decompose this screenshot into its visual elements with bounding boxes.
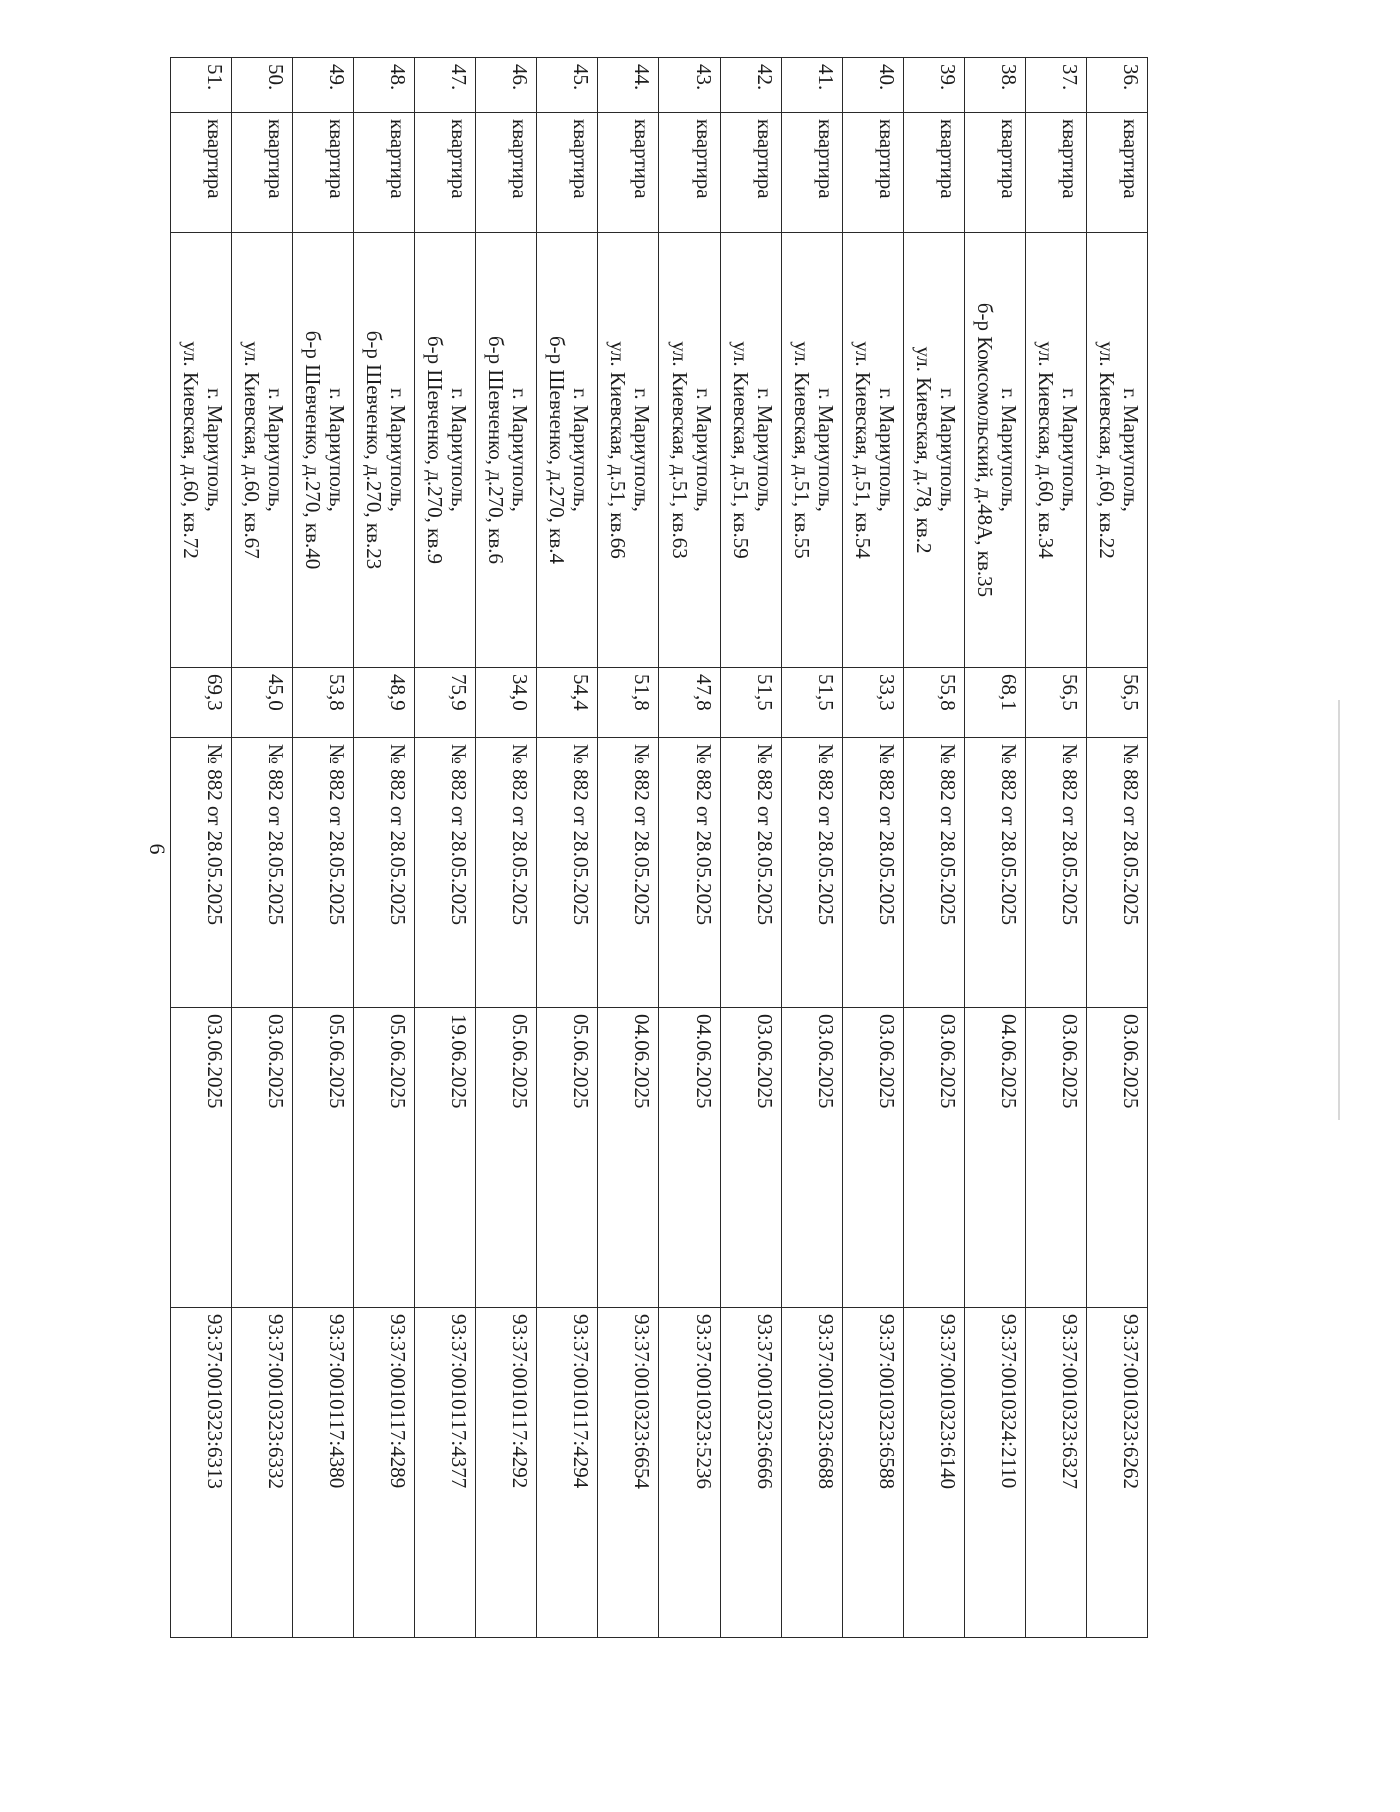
row-number-cell: [354, 58, 415, 113]
table-row: [232, 58, 293, 1638]
cadastral-cell: [659, 1308, 720, 1638]
area-cell: [293, 668, 354, 738]
row-number-cell: [415, 58, 476, 113]
row-number-cell: [720, 58, 781, 113]
cadastral-number: 93:37:0010323:6688: [813, 1314, 838, 1490]
row-number-cell: [1025, 58, 1086, 113]
table-row: [1086, 58, 1147, 1638]
property-type: квартира: [691, 119, 716, 199]
table-row: [964, 58, 1025, 1638]
area-value: 56,5: [1119, 674, 1143, 711]
table-row: [293, 58, 354, 1638]
property-type-cell: [537, 113, 598, 233]
property-type-cell: [659, 113, 720, 233]
property-type: квартира: [508, 119, 533, 199]
property-type-cell: [1086, 113, 1147, 233]
address-street: ул. Киевская, д.60, кв.67: [240, 341, 265, 559]
property-type-cell: [720, 113, 781, 233]
date-cell: [476, 1008, 537, 1308]
row-number: 50.: [264, 64, 289, 91]
cadastral-cell: [720, 1308, 781, 1638]
row-number: 40.: [874, 64, 899, 91]
registration-date: 05.06.2025: [508, 1014, 533, 1109]
address-city: г. Мариуполь,: [996, 388, 1021, 512]
area-value: 69,3: [203, 674, 228, 711]
date-cell: [354, 1008, 415, 1308]
row-number-cell: [537, 58, 598, 113]
date-cell: [1086, 1008, 1147, 1308]
row-number: 44.: [630, 64, 655, 91]
cadastral-number: 93:37:0010323:6654: [630, 1314, 655, 1490]
address-city: г. Мариуполь,: [752, 388, 777, 512]
order-reference: № 882 от 28.05.2025: [1057, 744, 1082, 926]
area-cell: [659, 668, 720, 738]
area-cell: [903, 668, 964, 738]
property-type: квартира: [264, 119, 289, 199]
address-street: ул. Киевская, д.51, кв.63: [667, 341, 692, 559]
order-cell: [1025, 738, 1086, 1008]
date-cell: [293, 1008, 354, 1308]
address-street: ул. Киевская, д.51, кв.55: [789, 341, 814, 559]
registration-date: 04.06.2025: [630, 1014, 655, 1109]
table-row: [903, 58, 964, 1638]
registration-date: 04.06.2025: [691, 1014, 716, 1109]
address-city: г. Мариуполь,: [569, 388, 594, 512]
area-value: 47,8: [691, 674, 716, 711]
address-cell: [476, 233, 537, 668]
cadastral-cell: [1025, 1308, 1086, 1638]
property-type: квартира: [996, 119, 1021, 199]
area-value: 48,9: [386, 674, 411, 711]
address-cell: [659, 233, 720, 668]
address-cell: [842, 233, 903, 668]
date-cell: [659, 1008, 720, 1308]
property-type-cell: [476, 113, 537, 233]
cadastral-cell: [842, 1308, 903, 1638]
row-number-cell: [293, 58, 354, 113]
address-street: б-р Шевченко, д.270, кв.6: [484, 335, 509, 565]
cadastral-cell: [537, 1308, 598, 1638]
row-number-cell: [476, 58, 537, 113]
area-value: 51,8: [630, 674, 655, 711]
date-cell: [781, 1008, 842, 1308]
area-cell: [415, 668, 476, 738]
cadastral-number: 93:37:0010323:6313: [203, 1314, 228, 1490]
address-street: б-р Шевченко, д.270, кв.4: [545, 335, 570, 565]
cadastral-number: 93:37:0010117:4289: [386, 1314, 411, 1489]
area-cell: [232, 668, 293, 738]
date-cell: [903, 1008, 964, 1308]
table-row: [598, 58, 659, 1638]
registration-date: 05.06.2025: [569, 1014, 594, 1109]
address-cell: [964, 233, 1025, 668]
area-value: 34,0: [508, 674, 533, 711]
order-cell: [293, 738, 354, 1008]
cadastral-number: 93:37:0010323:6666: [752, 1314, 777, 1490]
order-cell: [903, 738, 964, 1008]
property-type-cell: [598, 113, 659, 233]
order-reference: № 882 от 28.05.2025: [569, 744, 594, 926]
row-number-cell: [171, 58, 232, 113]
cadastral-number: 93:37:0010117:4294: [569, 1314, 594, 1489]
order-reference: № 882 от 28.05.2025: [813, 744, 838, 926]
cadastral-number: 93:37:0010323:6262: [1119, 1314, 1143, 1490]
row-number-cell: [598, 58, 659, 113]
table-row: [1025, 58, 1086, 1638]
registration-date: 03.06.2025: [874, 1014, 899, 1109]
order-reference: № 882 от 28.05.2025: [1119, 744, 1143, 926]
address-street: ул. Киевская, д.51, кв.54: [850, 341, 875, 559]
row-number: 48.: [386, 64, 411, 91]
address-street: ул. Киевская, д.78, кв.2: [911, 346, 936, 554]
registration-date: 03.06.2025: [935, 1014, 960, 1109]
row-number-cell: [781, 58, 842, 113]
cadastral-cell: [476, 1308, 537, 1638]
order-cell: [537, 738, 598, 1008]
property-type: квартира: [1119, 119, 1143, 199]
area-value: 68,1: [996, 674, 1021, 711]
area-cell: [598, 668, 659, 738]
area-cell: [171, 668, 232, 738]
row-number: 43.: [691, 64, 716, 91]
order-reference: № 882 от 28.05.2025: [874, 744, 899, 926]
order-reference: № 882 от 28.05.2025: [325, 744, 350, 926]
cadastral-number: 93:37:0010117:4377: [447, 1314, 472, 1489]
date-cell: [1025, 1008, 1086, 1308]
address-cell: [1025, 233, 1086, 668]
registration-date: 05.06.2025: [325, 1014, 350, 1109]
address-cell: [903, 233, 964, 668]
row-number-cell: [964, 58, 1025, 113]
address-street: ул. Киевская, д.51, кв.59: [728, 341, 753, 559]
row-number: 39.: [935, 64, 960, 91]
table-row: [659, 58, 720, 1638]
order-cell: [659, 738, 720, 1008]
cadastral-cell: [781, 1308, 842, 1638]
order-reference: № 882 от 28.05.2025: [691, 744, 716, 926]
row-number-cell: [232, 58, 293, 113]
property-type: квартира: [813, 119, 838, 199]
table-row: [171, 58, 232, 1638]
cadastral-cell: [1086, 1308, 1147, 1638]
area-cell: [1086, 668, 1147, 738]
order-reference: № 882 от 28.05.2025: [508, 744, 533, 926]
order-reference: № 882 от 28.05.2025: [447, 744, 472, 926]
area-cell: [1025, 668, 1086, 738]
cadastral-cell: [903, 1308, 964, 1638]
cadastral-number: 93:37:0010323:6140: [935, 1314, 960, 1490]
cadastral-number: 93:37:0010323:6588: [874, 1314, 899, 1490]
property-type: квартира: [203, 119, 228, 199]
registration-date: 03.06.2025: [813, 1014, 838, 1109]
order-cell: [415, 738, 476, 1008]
area-cell: [964, 668, 1025, 738]
area-cell: [720, 668, 781, 738]
property-type: квартира: [569, 119, 594, 199]
property-type: квартира: [386, 119, 411, 199]
address-street: ул. Киевская, д.51, кв.66: [606, 341, 631, 559]
cadastral-number: 93:37:0010323:6332: [264, 1314, 289, 1490]
address-street: б-р Шевченко, д.270, кв.23: [362, 330, 387, 570]
registration-date: 03.06.2025: [203, 1014, 228, 1109]
date-cell: [964, 1008, 1025, 1308]
address-street: б-р Шевченко, д.270, кв.9: [423, 335, 448, 565]
address-city: г. Мариуполь,: [386, 388, 411, 512]
table-row: [415, 58, 476, 1638]
order-reference: № 882 от 28.05.2025: [386, 744, 411, 926]
order-reference: № 882 от 28.05.2025: [203, 744, 228, 926]
order-cell: [842, 738, 903, 1008]
address-cell: [293, 233, 354, 668]
address-cell: [171, 233, 232, 668]
registration-date: 03.06.2025: [1119, 1014, 1143, 1109]
page-number: 6: [145, 843, 170, 855]
date-cell: [232, 1008, 293, 1308]
area-value: 33,3: [874, 674, 899, 711]
property-type: квартира: [630, 119, 655, 199]
registration-date: 03.06.2025: [264, 1014, 289, 1109]
area-value: 54,4: [569, 674, 594, 711]
date-cell: [537, 1008, 598, 1308]
order-cell: [598, 738, 659, 1008]
address-street: ул. Киевская, д.60, кв.22: [1095, 341, 1119, 559]
address-city: г. Мариуполь,: [935, 388, 960, 512]
area-value: 51,5: [813, 674, 838, 711]
table-row: [781, 58, 842, 1638]
address-street: б-р Комсомольский, д.48А, кв.35: [972, 302, 997, 598]
row-number: 45.: [569, 64, 594, 91]
address-cell: [598, 233, 659, 668]
date-cell: [598, 1008, 659, 1308]
row-number: 49.: [325, 64, 350, 91]
cadastral-number: 93:37:0010323:5236: [691, 1314, 716, 1490]
cadastral-cell: [293, 1308, 354, 1638]
address-cell: [354, 233, 415, 668]
row-number-cell: [842, 58, 903, 113]
cadastral-cell: [232, 1308, 293, 1638]
row-number: 41.: [813, 64, 838, 91]
address-city: г. Мариуполь,: [447, 388, 472, 512]
cadastral-number: 93:37:0010117:4380: [325, 1314, 350, 1489]
property-type-cell: [1025, 113, 1086, 233]
row-number: 37.: [1057, 64, 1082, 91]
cadastral-cell: [598, 1308, 659, 1638]
cadastral-cell: [354, 1308, 415, 1638]
table-row: [476, 58, 537, 1638]
date-cell: [842, 1008, 903, 1308]
registration-date: 03.06.2025: [1057, 1014, 1082, 1109]
row-number: 42.: [752, 64, 777, 91]
registration-date: 04.06.2025: [996, 1014, 1021, 1109]
area-cell: [476, 668, 537, 738]
registration-date: 03.06.2025: [752, 1014, 777, 1109]
property-type-cell: [842, 113, 903, 233]
row-number: 51.: [203, 64, 228, 91]
property-type-cell: [354, 113, 415, 233]
area-cell: [537, 668, 598, 738]
property-type-cell: [964, 113, 1025, 233]
row-number: 38.: [996, 64, 1021, 91]
order-reference: № 882 от 28.05.2025: [935, 744, 960, 926]
property-type: квартира: [935, 119, 960, 199]
order-cell: [1086, 738, 1147, 1008]
order-cell: [232, 738, 293, 1008]
row-number-cell: [1086, 58, 1147, 113]
property-type-cell: [232, 113, 293, 233]
registry-table-body: [171, 58, 1148, 1638]
address-city: г. Мариуполь,: [874, 388, 899, 512]
address-city: г. Мариуполь,: [508, 388, 533, 512]
order-reference: № 882 от 28.05.2025: [630, 744, 655, 926]
row-number: 36.: [1119, 64, 1143, 91]
order-reference: № 882 от 28.05.2025: [264, 744, 289, 926]
address-street: ул. Киевская, д.60, кв.34: [1033, 341, 1058, 559]
property-type: квартира: [325, 119, 350, 199]
area-value: 53,8: [325, 674, 350, 711]
registry-table-container: [170, 57, 1148, 1637]
area-cell: [354, 668, 415, 738]
row-number: 47.: [447, 64, 472, 91]
address-city: г. Мариуполь,: [1119, 388, 1143, 512]
property-type-cell: [903, 113, 964, 233]
property-type: квартира: [874, 119, 899, 199]
cadastral-cell: [964, 1308, 1025, 1638]
property-type-cell: [171, 113, 232, 233]
address-city: г. Мариуполь,: [691, 388, 716, 512]
property-type-cell: [781, 113, 842, 233]
date-cell: [171, 1008, 232, 1308]
address-street: ул. Киевская, д.60, кв.72: [179, 341, 204, 559]
registration-date: 19.06.2025: [447, 1014, 472, 1109]
property-type-cell: [293, 113, 354, 233]
table-row: [354, 58, 415, 1638]
address-city: г. Мариуполь,: [813, 388, 838, 512]
registration-date: 05.06.2025: [386, 1014, 411, 1109]
address-cell: [781, 233, 842, 668]
order-cell: [720, 738, 781, 1008]
order-cell: [964, 738, 1025, 1008]
address-city: г. Мариуполь,: [1057, 388, 1082, 512]
address-street: б-р Шевченко, д.270, кв.40: [301, 330, 326, 570]
property-type: квартира: [752, 119, 777, 199]
address-cell: [1086, 233, 1147, 668]
address-cell: [720, 233, 781, 668]
row-number-cell: [659, 58, 720, 113]
address-city: г. Мариуполь,: [630, 388, 655, 512]
area-value: 45,0: [264, 674, 289, 711]
order-reference: № 882 от 28.05.2025: [752, 744, 777, 926]
area-cell: [781, 668, 842, 738]
cadastral-number: 93:37:0010324:2110: [996, 1314, 1021, 1489]
property-type: квартира: [1057, 119, 1082, 199]
address-city: г. Мариуполь,: [325, 388, 350, 512]
order-reference: № 882 от 28.05.2025: [996, 744, 1021, 926]
address-cell: [537, 233, 598, 668]
order-cell: [171, 738, 232, 1008]
cadastral-number: 93:37:0010117:4292: [508, 1314, 533, 1489]
area-value: 51,5: [752, 674, 777, 711]
property-type-cell: [415, 113, 476, 233]
order-cell: [354, 738, 415, 1008]
address-cell: [415, 233, 476, 668]
order-cell: [781, 738, 842, 1008]
table-row: [720, 58, 781, 1638]
property-type: квартира: [447, 119, 472, 199]
table-row: [537, 58, 598, 1638]
row-number-cell: [903, 58, 964, 113]
date-cell: [720, 1008, 781, 1308]
scan-edge-line: [1338, 700, 1340, 1120]
address-cell: [232, 233, 293, 668]
cadastral-number: 93:37:0010323:6327: [1057, 1314, 1082, 1490]
area-value: 55,8: [935, 674, 960, 711]
area-cell: [842, 668, 903, 738]
order-cell: [476, 738, 537, 1008]
date-cell: [415, 1008, 476, 1308]
address-city: г. Мариуполь,: [203, 388, 228, 512]
area-value: 75,9: [447, 674, 472, 711]
row-number: 46.: [508, 64, 533, 91]
property-registry-table: [170, 57, 1148, 1638]
table-row: [842, 58, 903, 1638]
address-city: г. Мариуполь,: [264, 388, 289, 512]
cadastral-cell: [415, 1308, 476, 1638]
area-value: 56,5: [1057, 674, 1082, 711]
cadastral-cell: [171, 1308, 232, 1638]
